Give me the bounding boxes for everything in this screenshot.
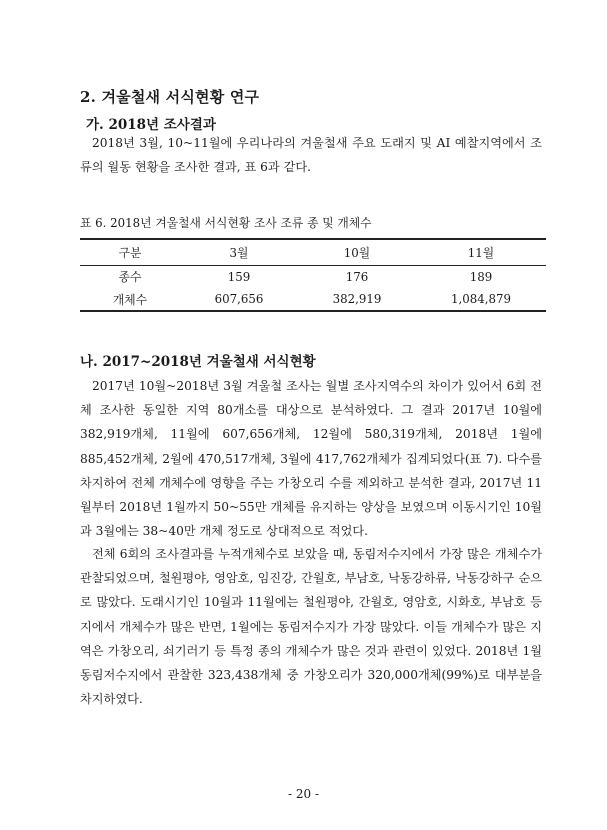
table-cell: 382,919 — [298, 288, 416, 311]
table-cell: 종수 — [118, 270, 142, 285]
subsection-a-title: 가. 2018년 조사결과 — [86, 117, 216, 133]
table-cell: 176 — [345, 269, 369, 284]
survey-table — [80, 238, 546, 312]
section-title: 2. 겨울철새 서식현황 연구 — [80, 88, 260, 106]
table-cell: 607,656 — [180, 288, 298, 311]
table-cell: 189 — [469, 269, 493, 284]
table-cell: 1,084,879 — [416, 288, 546, 311]
page-number: - 20 - — [287, 787, 319, 801]
table-header-cell: 구분 — [80, 239, 180, 265]
table-header-cell: 10월 — [298, 239, 416, 265]
subsection-b-paragraph-2: 전체 6회의 조사결과를 누적개체수로 보았을 때, 동림저수지에서 가장 많은 개체수가 관찰되었으며, 철원평야, 영암호, 임진강, 간월호, 부남호, 낙동강하류, 낙동강하구 순으로 많았다. 도래시기인 10월과 11월에는 철원평야, 간월호, 영암호, 시화호, 부남호 등지에서 개체수가 많은 반면, 1월에는 동림저수지가 가장 많았다. 이들 개체수가 많은 지역은 가창오리, 쇠기러기 등 특정 종의 개체수가 많은 것과 관련이 있었다. 2018년 1월 동림저수지에서 관찰한 323,438개체 중 가창오리가 320,000개체(99%)로 대부분을 차지하였다. — [80, 547, 542, 707]
table-row — [80, 288, 546, 311]
table-header-row — [80, 239, 546, 265]
subsection-b-title: 나. 2017~2018년 겨울철새 서식현황 — [80, 354, 316, 370]
table-header-cell: 11월 — [416, 239, 546, 265]
table-row — [80, 265, 546, 288]
subsection-a-paragraph: 2018년 3월, 10~11월에 우리나라의 겨울철새 주요 도래지 및 AI 예찰지역에서 조류의 월동 현황을 조사한 결과, 표 6과 같다. — [80, 136, 542, 175]
table-caption: 표 6. 2018년 겨울철새 서식현황 조사 조류 종 및 개체수 — [80, 216, 372, 230]
table-cell: 개체수 — [80, 288, 180, 311]
table-header-cell: 3월 — [180, 239, 298, 265]
table-cell: 159 — [227, 269, 251, 284]
subsection-b-paragraph-1: 2017년 10월~2018년 3월 겨울철 조사는 월별 조사지역수의 차이가 있어서 6회 전체 조사한 동일한 지역 80개소를 대상으로 분석하였다. 그 결과 2017년 10월에 382,919개체, 11월에 607,656개체, 12월에 580,319개체, 2018년 1월에 885,452개체, 2월에 470,517개체, 3월에 417,762개체가 집계되었다(표 7). 다수를 차지하여 전체 개체수에 영향을 주는 가창오리 수를 제외하고 분석한 결과, 2017년 11월부터 2018년 1월까지 50~55만 개체를 유지하는 양상을 보였으며 이동시기인 10월과 3월에는 38~40만 개체 정도로 상대적으로 적었다. — [80, 379, 542, 539]
